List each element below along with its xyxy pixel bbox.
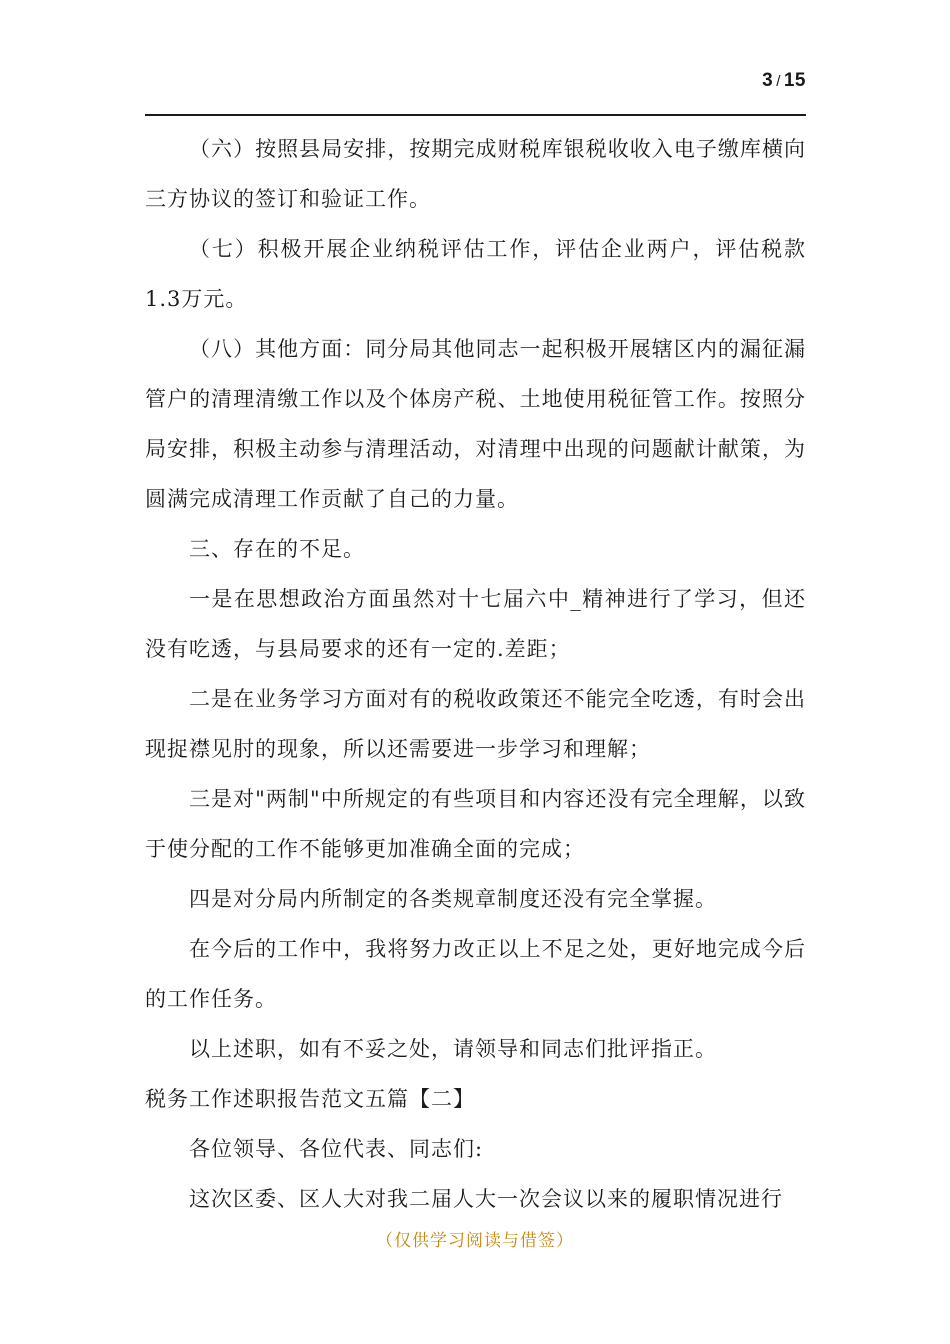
footer-note: （仅供学习阅读与借签） bbox=[376, 1231, 574, 1251]
paragraph-shortcoming-4: 四是对分局内所制定的各类规章制度还没有完全掌握。 bbox=[189, 887, 717, 911]
paragraph-intro: 这次区委、区人大对我二届人大一次会议以来的履职情况进行 bbox=[189, 1187, 783, 1211]
page-total: 15 bbox=[783, 70, 806, 91]
paragraph-item-7: （七）积极开展企业纳税评估工作，评估企业两户，评估税款1.3万元。 bbox=[145, 237, 806, 311]
paragraph-item-8: （八）其他方面：同分局其他同志一起积极开展辖区内的漏征漏管户的清理清缴工作以及个体房产税、土地使用税征管工作。按照分局安排，积极主动参与清理活动，对清理中出现的问题献计献策，为圆满完成清理工作贡献了自己的力量。 bbox=[145, 337, 806, 511]
page-separator: / bbox=[776, 73, 781, 90]
paragraph-closing: 以上述职，如有不妥之处，请领导和同志们批评指正。 bbox=[189, 1037, 717, 1061]
paragraph-shortcoming-3: 三是对"两制"中所规定的有些项目和内容还没有完全理解，以致于使分配的工作不能够更加准确全面的完成； bbox=[145, 787, 806, 861]
page-header bbox=[145, 68, 806, 116]
page-number bbox=[762, 70, 806, 92]
paragraph-salutation: 各位领导、各位代表、同志们: bbox=[189, 1137, 484, 1161]
paragraph-shortcoming-1: 一是在思想政治方面虽然对十七届六中_精神进行了学习，但还没有吃透，与县局要求的还有一定的.差距； bbox=[145, 587, 806, 661]
section-title-report-two: 税务工作述职报告范文五篇【二】 bbox=[145, 1087, 475, 1111]
paragraph-item-6: （六）按照县局安排，按期完成财税库银税收收入电子缴库横向三方协议的签订和验证工作。 bbox=[145, 137, 806, 211]
paragraph-shortcoming-2: 二是在业务学习方面对有的税收政策还不能完全吃透，有时会出现捉襟见肘的现象，所以还需要进一步学习和理解； bbox=[145, 687, 806, 761]
document-body bbox=[145, 124, 806, 1224]
page-current: 3 bbox=[762, 70, 774, 91]
section-heading-shortcomings: 三、存在的不足。 bbox=[189, 537, 365, 561]
paragraph-future-work: 在今后的工作中，我将努力改正以上不足之处，更好地完成今后的工作任务。 bbox=[145, 937, 806, 1011]
